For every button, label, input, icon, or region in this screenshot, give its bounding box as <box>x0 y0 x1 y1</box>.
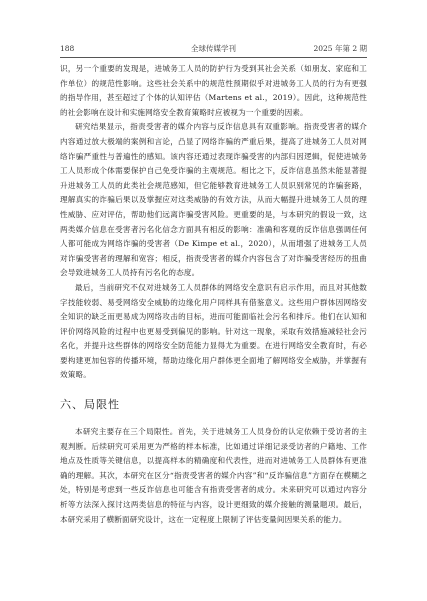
issue-label: 2025 年第 2 期 <box>313 44 367 53</box>
paragraph-implications: 最后，当前研究不仅对进城务工人员群体的网络安全意识有启示作用，而且对其他数字技能较弱、易受网络安全威胁的边缘化用户同样具有借鉴意义。这些用户群体因网络安全知识的缺乏而更易成为网络攻击的目标，进而可能面临社会污名和排斥。他们在认知和评价网络风险的过程中也更易受到偏见的影响。针对这一现象，采取有效措施减轻社会污名化，并提升这些群体的网络安全防范能力显得尤为重要。在进行网络安全教育时，有必要构建更加包容的传播环境，帮助边缘化用户群体更全面地了解网络安全威胁，并掌握有效策略。 <box>60 282 367 380</box>
running-header <box>60 43 367 55</box>
header-rule <box>60 57 367 58</box>
page-number: 188 <box>60 44 75 53</box>
paragraph-findings: 研究结果显示，指责受害者的媒介内容与反诈信息具有双重影响。指责受害者的媒介内容通过放大极端的案例和言论，凸显了网络诈骗的严重后果，提高了进城务工人员对网络诈骗严重性与普遍性的感知。该内容还通过表现诈骗受害的内部归因逻辑，促使进城务工人员形成个体需要保护自己免受诈骗的主观规范。相比之下，反诈信息虽然未能显著提升进城务工人员的此类社会规范感知，但它能够教育进城务工人员识别常见的诈骗套路，理解真实的诈骗后果以及掌握应对这类威胁的有效方法，从而大幅提升进城务工人员的理性威胁、应对评估，帮助他们远离诈骗受害风险。更重要的是，与本研究的假设一致，这两类媒介信息在受害者污名化信念方面具有相反的影响：准确和客观的反诈信息强调任何人都可能成为网络诈骗的受害者（De Kimpe et al.，2020），从而增强了进城务工人员对诈骗受害者的理解和宽容；相反，指责受害者的媒介内容包含了对诈骗受害经历的扭曲会导致进城务工人员持有污名化的态度。 <box>60 122 367 278</box>
journal-title: 全球传媒学刊 <box>191 44 236 53</box>
section-heading: 六、局限性 <box>60 398 120 412</box>
paragraph-continued: 识，另一个重要的发现是，进城务工人员的防护行为受到其社会关系（如朋友、家庭和工作单位）的规范性影响。这些社会关系中的规范性预期似乎对进城务工人员的行为有更强的指导作用，甚至超过了个体的认知评估（Martens et al.，2019）。因此，这种规范性的社会影响在设计和实施网络安全教育策略时应被视为一个重要的因素。 <box>60 64 367 117</box>
article-body <box>60 62 367 527</box>
paragraph-limitations: 本研究主要存在三个局限性。首先，关于进城务工人员身份的认定依赖于受访者的主观判断。后续研究可采用更为严格的样本标准，比如通过详细记录受访者的户籍地、工作地点及性质等关键信息，以提高样本的精确度和代表性，进而对进城务工人员群体有更准确的理解。其次，本研究在区分“指责受害者的媒介内容”和“反诈骗信息”方面存在模糊之处，特别是考虑到一些反诈信息也可能含有指责受害者的成分。未来研究可以通过内容分析等方法深入探讨这两类信息的特征与内容，设计更细致的媒介接触的测量题项。最后，本研究采用了横断面研究设计，这在一定程度上限制了评估变量间因果关系的能力。 <box>60 427 367 524</box>
